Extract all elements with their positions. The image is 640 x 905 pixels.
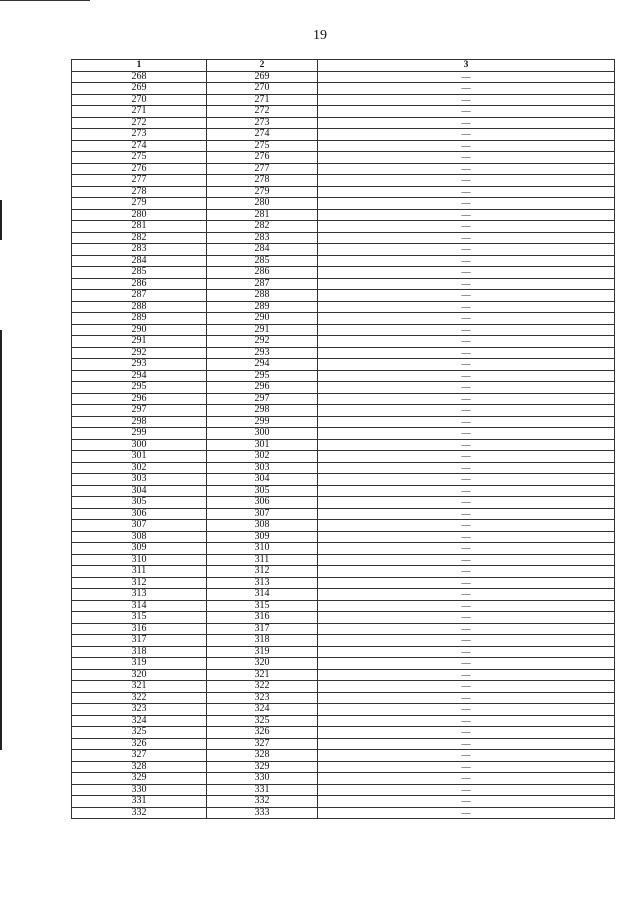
- cell-col3: —: [318, 784, 615, 796]
- cell-col2: 331: [207, 784, 318, 796]
- table-row: [72, 577, 615, 589]
- scan-edge-line: [0, 0, 90, 1]
- cell-col1: 327: [72, 750, 207, 762]
- cell-col1: 310: [72, 554, 207, 566]
- cell-col3: —: [318, 255, 615, 267]
- cell-col2: 333: [207, 807, 318, 819]
- cell-col1: 311: [72, 566, 207, 578]
- table-row: [72, 324, 615, 336]
- cell-col2: 276: [207, 152, 318, 164]
- cell-col1: 294: [72, 370, 207, 382]
- cell-col2: 279: [207, 186, 318, 198]
- cell-col1: 290: [72, 324, 207, 336]
- table-row: [72, 773, 615, 785]
- cell-col1: 313: [72, 589, 207, 601]
- column-header: 1: [72, 60, 207, 72]
- cell-col2: 314: [207, 589, 318, 601]
- cell-col2: 281: [207, 209, 318, 221]
- cell-col3: —: [318, 635, 615, 647]
- cell-col2: 301: [207, 439, 318, 451]
- cell-col3: —: [318, 94, 615, 106]
- cell-col2: 278: [207, 175, 318, 187]
- cell-col1: 324: [72, 715, 207, 727]
- cell-col2: 303: [207, 462, 318, 474]
- table-body: [72, 71, 615, 819]
- cell-col3: —: [318, 796, 615, 808]
- cell-col2: 310: [207, 543, 318, 555]
- cell-col1: 329: [72, 773, 207, 785]
- table-row: [72, 83, 615, 95]
- table-row: [72, 738, 615, 750]
- cell-col3: —: [318, 140, 615, 152]
- cell-col1: 300: [72, 439, 207, 451]
- cell-col1: 298: [72, 416, 207, 428]
- cell-col3: —: [318, 462, 615, 474]
- cell-col2: 270: [207, 83, 318, 95]
- table-row: [72, 140, 615, 152]
- table-row: [72, 497, 615, 509]
- cell-col1: 308: [72, 531, 207, 543]
- cell-col3: —: [318, 267, 615, 279]
- cell-col1: 303: [72, 474, 207, 486]
- table-row: [72, 543, 615, 555]
- cell-col2: 294: [207, 359, 318, 371]
- cell-col1: 280: [72, 209, 207, 221]
- cell-col3: —: [318, 612, 615, 624]
- table-row: [72, 428, 615, 440]
- cell-col3: —: [318, 715, 615, 727]
- cell-col2: 297: [207, 393, 318, 405]
- cell-col2: 274: [207, 129, 318, 141]
- cell-col3: —: [318, 163, 615, 175]
- table-row: [72, 267, 615, 279]
- cell-col3: —: [318, 566, 615, 578]
- cell-col3: —: [318, 669, 615, 681]
- cell-col1: 271: [72, 106, 207, 118]
- cell-col2: 290: [207, 313, 318, 325]
- table-row: [72, 244, 615, 256]
- table-row: [72, 531, 615, 543]
- cell-col1: 326: [72, 738, 207, 750]
- column-header: 3: [318, 60, 615, 72]
- table-row: [72, 715, 615, 727]
- cell-col3: —: [318, 313, 615, 325]
- cell-col1: 275: [72, 152, 207, 164]
- table-row: [72, 635, 615, 647]
- cell-col3: —: [318, 152, 615, 164]
- cell-col2: 306: [207, 497, 318, 509]
- cell-col1: 297: [72, 405, 207, 417]
- cell-col1: 307: [72, 520, 207, 532]
- cell-col2: 321: [207, 669, 318, 681]
- cell-col1: 281: [72, 221, 207, 233]
- cell-col2: 332: [207, 796, 318, 808]
- cell-col3: —: [318, 347, 615, 359]
- cell-col2: 302: [207, 451, 318, 463]
- cell-col1: 299: [72, 428, 207, 440]
- cell-col1: 285: [72, 267, 207, 279]
- cell-col1: 272: [72, 117, 207, 129]
- cell-col1: 320: [72, 669, 207, 681]
- cell-col3: —: [318, 416, 615, 428]
- cell-col1: 302: [72, 462, 207, 474]
- table-row: [72, 669, 615, 681]
- cell-col2: 295: [207, 370, 318, 382]
- cell-col3: —: [318, 451, 615, 463]
- cell-col3: —: [318, 807, 615, 819]
- cell-col2: 289: [207, 301, 318, 313]
- cell-col1: 322: [72, 692, 207, 704]
- cell-col2: 288: [207, 290, 318, 302]
- cell-col1: 328: [72, 761, 207, 773]
- cell-col3: —: [318, 520, 615, 532]
- column-header: 2: [207, 60, 318, 72]
- cell-col2: 273: [207, 117, 318, 129]
- cell-col1: 312: [72, 577, 207, 589]
- table-row: [72, 646, 615, 658]
- cell-col3: —: [318, 175, 615, 187]
- cell-col3: —: [318, 554, 615, 566]
- table-row: [72, 554, 615, 566]
- data-table-container: [71, 59, 614, 819]
- cell-col1: 332: [72, 807, 207, 819]
- table-row: [72, 290, 615, 302]
- cell-col1: 309: [72, 543, 207, 555]
- table-row: [72, 94, 615, 106]
- cell-col2: 325: [207, 715, 318, 727]
- cell-col2: 330: [207, 773, 318, 785]
- cell-col3: —: [318, 359, 615, 371]
- cell-col3: —: [318, 278, 615, 290]
- cell-col1: 286: [72, 278, 207, 290]
- table-row: [72, 347, 615, 359]
- cell-col2: 285: [207, 255, 318, 267]
- cell-col3: —: [318, 428, 615, 440]
- cell-col3: —: [318, 232, 615, 244]
- cell-col1: 305: [72, 497, 207, 509]
- cell-col3: —: [318, 474, 615, 486]
- cell-col2: 304: [207, 474, 318, 486]
- table-row: [72, 658, 615, 670]
- cell-col2: 299: [207, 416, 318, 428]
- scan-margin-mark: [0, 200, 2, 240]
- table-row: [72, 416, 615, 428]
- cell-col2: 296: [207, 382, 318, 394]
- page-number: 19: [313, 28, 327, 43]
- table-row: [72, 405, 615, 417]
- table-row: [72, 393, 615, 405]
- cell-col3: —: [318, 704, 615, 716]
- cell-col3: —: [318, 393, 615, 405]
- cell-col2: 315: [207, 600, 318, 612]
- cell-col1: 325: [72, 727, 207, 739]
- cell-col2: 308: [207, 520, 318, 532]
- cell-col1: 316: [72, 623, 207, 635]
- cell-col1: 321: [72, 681, 207, 693]
- table-row: [72, 232, 615, 244]
- table-row: [72, 278, 615, 290]
- cell-col2: 317: [207, 623, 318, 635]
- cell-col1: 268: [72, 71, 207, 83]
- cell-col1: 288: [72, 301, 207, 313]
- cell-col1: 318: [72, 646, 207, 658]
- cell-col1: 282: [72, 232, 207, 244]
- cell-col3: —: [318, 497, 615, 509]
- cell-col1: 277: [72, 175, 207, 187]
- cell-col1: 330: [72, 784, 207, 796]
- table-row: [72, 750, 615, 762]
- table-row: [72, 474, 615, 486]
- cell-col2: 307: [207, 508, 318, 520]
- table-row: [72, 451, 615, 463]
- cell-col3: —: [318, 600, 615, 612]
- table-row: [72, 313, 615, 325]
- cell-col2: 293: [207, 347, 318, 359]
- cell-col2: 324: [207, 704, 318, 716]
- cell-col3: —: [318, 198, 615, 210]
- cell-col3: —: [318, 106, 615, 118]
- cell-col3: —: [318, 209, 615, 221]
- cell-col2: 280: [207, 198, 318, 210]
- cell-col3: —: [318, 117, 615, 129]
- table-row: [72, 796, 615, 808]
- cell-col2: 287: [207, 278, 318, 290]
- cell-col2: 329: [207, 761, 318, 773]
- table-row: [72, 117, 615, 129]
- cell-col3: —: [318, 589, 615, 601]
- table-row: [72, 681, 615, 693]
- cell-col1: 323: [72, 704, 207, 716]
- table-row: [72, 301, 615, 313]
- cell-col3: —: [318, 290, 615, 302]
- cell-col3: —: [318, 727, 615, 739]
- table-row: [72, 198, 615, 210]
- table-row: [72, 784, 615, 796]
- table-row: [72, 508, 615, 520]
- table-row: [72, 129, 615, 141]
- cell-col3: —: [318, 221, 615, 233]
- table-row: [72, 761, 615, 773]
- data-table: [71, 59, 615, 819]
- cell-col2: 277: [207, 163, 318, 175]
- cell-col3: —: [318, 577, 615, 589]
- cell-col2: 271: [207, 94, 318, 106]
- table-row: [72, 589, 615, 601]
- cell-col2: 319: [207, 646, 318, 658]
- cell-col3: —: [318, 623, 615, 635]
- table-header-row: [72, 60, 615, 72]
- cell-col3: —: [318, 485, 615, 497]
- table-row: [72, 623, 615, 635]
- table-row: [72, 612, 615, 624]
- cell-col2: 323: [207, 692, 318, 704]
- cell-col2: 269: [207, 71, 318, 83]
- cell-col1: 273: [72, 129, 207, 141]
- cell-col3: —: [318, 301, 615, 313]
- cell-col2: 275: [207, 140, 318, 152]
- cell-col3: —: [318, 370, 615, 382]
- cell-col1: 276: [72, 163, 207, 175]
- cell-col3: —: [318, 681, 615, 693]
- cell-col3: —: [318, 508, 615, 520]
- table-row: [72, 186, 615, 198]
- cell-col2: 316: [207, 612, 318, 624]
- table-row: [72, 163, 615, 175]
- cell-col2: 282: [207, 221, 318, 233]
- cell-col1: 270: [72, 94, 207, 106]
- table-row: [72, 370, 615, 382]
- cell-col2: 286: [207, 267, 318, 279]
- cell-col1: 317: [72, 635, 207, 647]
- cell-col1: 284: [72, 255, 207, 267]
- cell-col1: 331: [72, 796, 207, 808]
- cell-col3: —: [318, 186, 615, 198]
- cell-col1: 269: [72, 83, 207, 95]
- cell-col3: —: [318, 405, 615, 417]
- cell-col1: 295: [72, 382, 207, 394]
- table-row: [72, 439, 615, 451]
- cell-col2: 311: [207, 554, 318, 566]
- cell-col2: 320: [207, 658, 318, 670]
- cell-col3: —: [318, 531, 615, 543]
- table-row: [72, 255, 615, 267]
- cell-col2: 272: [207, 106, 318, 118]
- table-row: [72, 485, 615, 497]
- table-row: [72, 359, 615, 371]
- cell-col2: 309: [207, 531, 318, 543]
- cell-col2: 298: [207, 405, 318, 417]
- cell-col1: 314: [72, 600, 207, 612]
- cell-col3: —: [318, 71, 615, 83]
- cell-col2: 313: [207, 577, 318, 589]
- table-row: [72, 382, 615, 394]
- table-row: [72, 221, 615, 233]
- cell-col1: 278: [72, 186, 207, 198]
- cell-col1: 279: [72, 198, 207, 210]
- cell-col2: 300: [207, 428, 318, 440]
- cell-col1: 291: [72, 336, 207, 348]
- cell-col3: —: [318, 692, 615, 704]
- cell-col1: 274: [72, 140, 207, 152]
- cell-col3: —: [318, 543, 615, 555]
- cell-col3: —: [318, 336, 615, 348]
- cell-col2: 312: [207, 566, 318, 578]
- cell-col2: 322: [207, 681, 318, 693]
- cell-col2: 283: [207, 232, 318, 244]
- cell-col3: —: [318, 129, 615, 141]
- table-row: [72, 106, 615, 118]
- cell-col1: 319: [72, 658, 207, 670]
- table-row: [72, 71, 615, 83]
- cell-col1: 306: [72, 508, 207, 520]
- table-row: [72, 462, 615, 474]
- table-row: [72, 600, 615, 612]
- cell-col1: 293: [72, 359, 207, 371]
- cell-col2: 326: [207, 727, 318, 739]
- table-row: [72, 209, 615, 221]
- table-row: [72, 727, 615, 739]
- cell-col2: 327: [207, 738, 318, 750]
- table-row: [72, 692, 615, 704]
- cell-col3: —: [318, 324, 615, 336]
- cell-col2: 305: [207, 485, 318, 497]
- cell-col3: —: [318, 773, 615, 785]
- table-row: [72, 175, 615, 187]
- cell-col1: 296: [72, 393, 207, 405]
- cell-col3: —: [318, 439, 615, 451]
- table-row: [72, 704, 615, 716]
- cell-col2: 328: [207, 750, 318, 762]
- cell-col3: —: [318, 382, 615, 394]
- cell-col2: 291: [207, 324, 318, 336]
- table-row: [72, 807, 615, 819]
- cell-col2: 284: [207, 244, 318, 256]
- cell-col1: 283: [72, 244, 207, 256]
- cell-col1: 289: [72, 313, 207, 325]
- cell-col1: 301: [72, 451, 207, 463]
- cell-col3: —: [318, 738, 615, 750]
- scan-margin-mark: [0, 330, 2, 750]
- table-row: [72, 566, 615, 578]
- cell-col3: —: [318, 244, 615, 256]
- cell-col3: —: [318, 646, 615, 658]
- cell-col2: 292: [207, 336, 318, 348]
- cell-col3: —: [318, 658, 615, 670]
- cell-col2: 318: [207, 635, 318, 647]
- table-row: [72, 336, 615, 348]
- cell-col1: 315: [72, 612, 207, 624]
- cell-col1: 292: [72, 347, 207, 359]
- cell-col3: —: [318, 83, 615, 95]
- cell-col3: —: [318, 761, 615, 773]
- table-row: [72, 520, 615, 532]
- cell-col1: 304: [72, 485, 207, 497]
- table-row: [72, 152, 615, 164]
- cell-col3: —: [318, 750, 615, 762]
- cell-col1: 287: [72, 290, 207, 302]
